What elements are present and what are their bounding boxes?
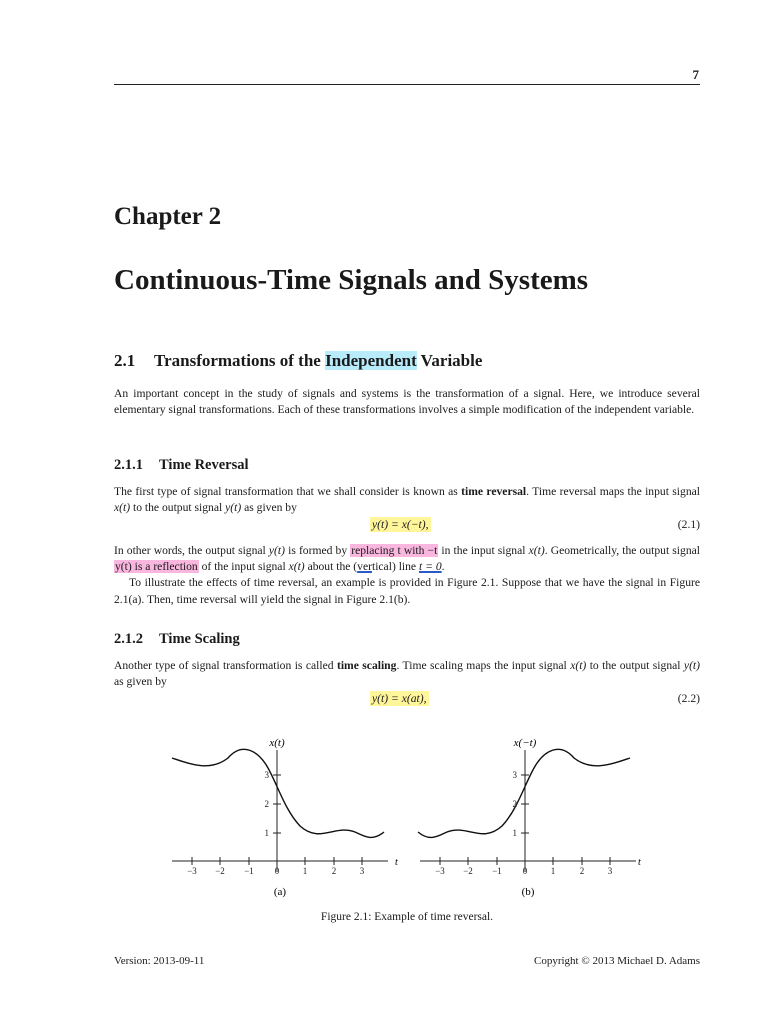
highlighted-phrase: replacing t with −t — [351, 544, 438, 557]
x-tick-label: 1 — [302, 866, 308, 876]
text-run: in the input signal — [438, 544, 529, 557]
figure-panel-b — [418, 737, 641, 898]
subsection-title: Time Reversal — [159, 457, 249, 473]
intro-text: An important concept in the study of signals and systems is the transformation of a signal. Here, we introduce several elementary signal transformations. Each of these transformations involves a simple modification of the independent variable. — [114, 387, 700, 417]
x-axis-label: t — [638, 857, 641, 868]
math-symbol: x(t) — [114, 501, 131, 515]
footer-version: Version: 2013-09-11 — [114, 955, 205, 967]
equation-2-1 — [114, 518, 700, 536]
x-tick-label: 0 — [274, 866, 280, 876]
y-axis-label: x(t) — [269, 737, 285, 749]
x-tick-label: −1 — [244, 866, 254, 876]
equation-body: y(t) = x(at), — [372, 692, 427, 705]
subsection-heading-time-scaling — [114, 631, 240, 648]
bold-term: time scaling — [336, 659, 397, 672]
text-run: In other words, the output signal — [114, 544, 269, 557]
section-title-part: Transformations of the — [154, 351, 326, 370]
subsection-number: 2.1.1 — [114, 457, 143, 473]
equation-tag: (2.2) — [677, 692, 700, 705]
x-tick-label: 3 — [359, 866, 365, 876]
time-reversal-paragraph-3: To illustrate the effects of time reversal, an example is provided in Figure 2.1. Suppose that we have the signal in Figure 2.1(a). Then, time reversal will yield the signal in Figure 2.1(b). — [114, 576, 700, 606]
underlined-math: t = 0 — [418, 560, 442, 574]
x-tick-label: 2 — [331, 866, 337, 876]
subsection-heading-time-reversal — [114, 457, 249, 474]
x-tick-label: −3 — [435, 866, 445, 876]
text-run: as given by — [114, 675, 167, 689]
figure-2-1 — [150, 728, 650, 908]
x-tick-label: −3 — [187, 866, 197, 876]
figure-caption: Figure 2.1: Example of time reversal. — [320, 911, 494, 923]
header-rule — [114, 84, 700, 85]
math-symbol: y(t) — [268, 544, 285, 557]
text-run: of the input signal — [198, 560, 289, 574]
panel-label: (b) — [521, 886, 535, 898]
x-tick-label: 1 — [550, 866, 556, 876]
x-axis-label: t — [395, 857, 398, 868]
section-title-part: Variable — [416, 351, 483, 370]
text-run: . Time reversal maps the input signal — [526, 485, 700, 498]
text-run: as given by — [241, 501, 297, 515]
figure-panel-a — [172, 737, 398, 898]
math-symbol: x(t) — [528, 544, 545, 557]
equation-2-2 — [114, 692, 700, 710]
text-run: Another type of signal transformation is called — [114, 659, 337, 672]
highlighted-word: Independent — [325, 351, 417, 370]
chapter-title: Continuous-Time Signals and Systems — [114, 264, 589, 296]
x-tick-label: 2 — [579, 866, 585, 876]
time-scaling-paragraph — [114, 658, 700, 690]
underlined-text: ver — [357, 560, 372, 574]
signal-curve-x — [172, 749, 384, 837]
math-symbol: x(t) — [570, 659, 587, 672]
x-tick-label: 0 — [522, 866, 528, 876]
y-tick-label: 3 — [264, 770, 269, 780]
time-reversal-paragraph-2 — [114, 543, 700, 608]
subsection-number: 2.1.2 — [114, 631, 143, 647]
y-axis-label: x(−t) — [513, 737, 537, 749]
bold-term: time reversal — [461, 485, 527, 498]
y-tick-label: 3 — [512, 770, 517, 780]
x-tick-label: −1 — [492, 866, 502, 876]
equation-body: y(t) = x(−t), — [372, 518, 429, 531]
y-tick-label: 2 — [512, 799, 517, 809]
text-run: about the ( — [304, 560, 358, 574]
subsection-title: Time Scaling — [159, 631, 240, 647]
page-number: 7 — [692, 67, 699, 82]
intro-paragraph — [114, 386, 700, 418]
panel-label: (a) — [273, 886, 287, 898]
highlighted-phrase: y(t) is a reflection — [115, 560, 198, 574]
math-symbol: x(t) — [288, 560, 305, 574]
time-reversal-paragraph-1 — [114, 484, 700, 516]
text-run: The first type of signal transformation that we shall consider is known as — [114, 485, 462, 498]
x-tick-label: −2 — [463, 866, 473, 876]
y-tick-label: 2 — [264, 799, 269, 809]
text-run: . Time scaling maps the input signal — [396, 659, 571, 672]
text-run: is formed by — [284, 544, 351, 557]
text-run: tical — [371, 560, 392, 574]
y-tick-label: 1 — [512, 828, 517, 838]
x-tick-label: 3 — [607, 866, 613, 876]
text-run: . Geometrically, the output signal — [544, 544, 700, 557]
math-symbol: y(t) — [225, 501, 242, 515]
math-symbol: y(t) — [683, 659, 701, 672]
equation-tag: (2.1) — [677, 518, 700, 531]
y-tick-label: 1 — [264, 828, 269, 838]
text-run: ) line — [391, 560, 419, 574]
text-run: to the output signal — [130, 501, 226, 515]
section-heading — [114, 351, 482, 371]
chapter-label: Chapter 2 — [114, 203, 222, 230]
x-tick-label: −2 — [215, 866, 225, 876]
section-number: 2.1 — [114, 351, 136, 370]
text-run: . — [441, 560, 445, 574]
text-run: to the output signal — [586, 659, 684, 672]
signal-curve-x-reversed — [418, 749, 630, 837]
footer-copyright: Copyright © 2013 Michael D. Adams — [533, 955, 700, 967]
